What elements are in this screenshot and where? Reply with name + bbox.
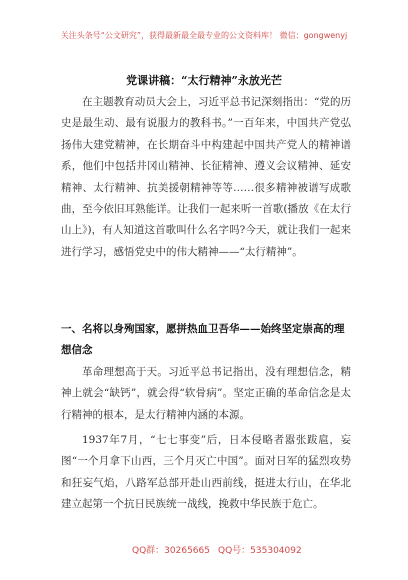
footer-qq-group: QQ群：30265665 <box>132 546 210 556</box>
document-title: 党课讲稿：“太行精神”永放光芒 <box>126 74 282 87</box>
footer-qq-number: QQ号：535304092 <box>218 546 302 556</box>
paragraph-intro: 在主题教育动员大会上，习近平总书记深刻指出：“党的历史是最生动、最有说服力的教科书。”一百年来，中国共产党弘扬伟大建党精神，在长期奋斗中构建起中国共产党人的精神谱系，他们中包括井冈山精神、长征精神、遵义会议精神、延安精神、太行精神、抗美援朝精神等等……很多精神被谱写成歌曲，至今依旧耳熟能详。让我们一起来听一首歌(播放《在太行山上》)，有人知道这首歌叫什么名字吗?今天，就让我们一起来进行学习，感悟党史中的伟大精神——“太行精神”。 <box>61 96 351 258</box>
paragraph-history: 1937年7月，“七七事变”后，日本侵略者嚣张跋扈，妄图“一个月拿下山西，三个月灭亡中国”。面对日军的猛烈攻势和狂妄气焰，八路军总部开赴山西前线，挺进太行山，在华北建立起第一个抗日民族统一战线，挽救中华民族于危亡。 <box>61 434 351 511</box>
section-heading-1: 一、名将以身殉国家，愿拼热血卫吾华——始终坚定崇高的理想信念 <box>61 323 345 356</box>
header-notice: 关注头条号“公文研究”，获得最新最全最专业的公文资料库！ 微信：gongwenyj <box>60 31 348 40</box>
paragraph-ideals: 革命理想高于天。习近平总书记指出，没有理想信念，精神上就会“缺钙”，就会得“软骨病”。坚定正确的革命信念是太行精神的根本，是太行精神内涵的本源。 <box>61 366 351 421</box>
